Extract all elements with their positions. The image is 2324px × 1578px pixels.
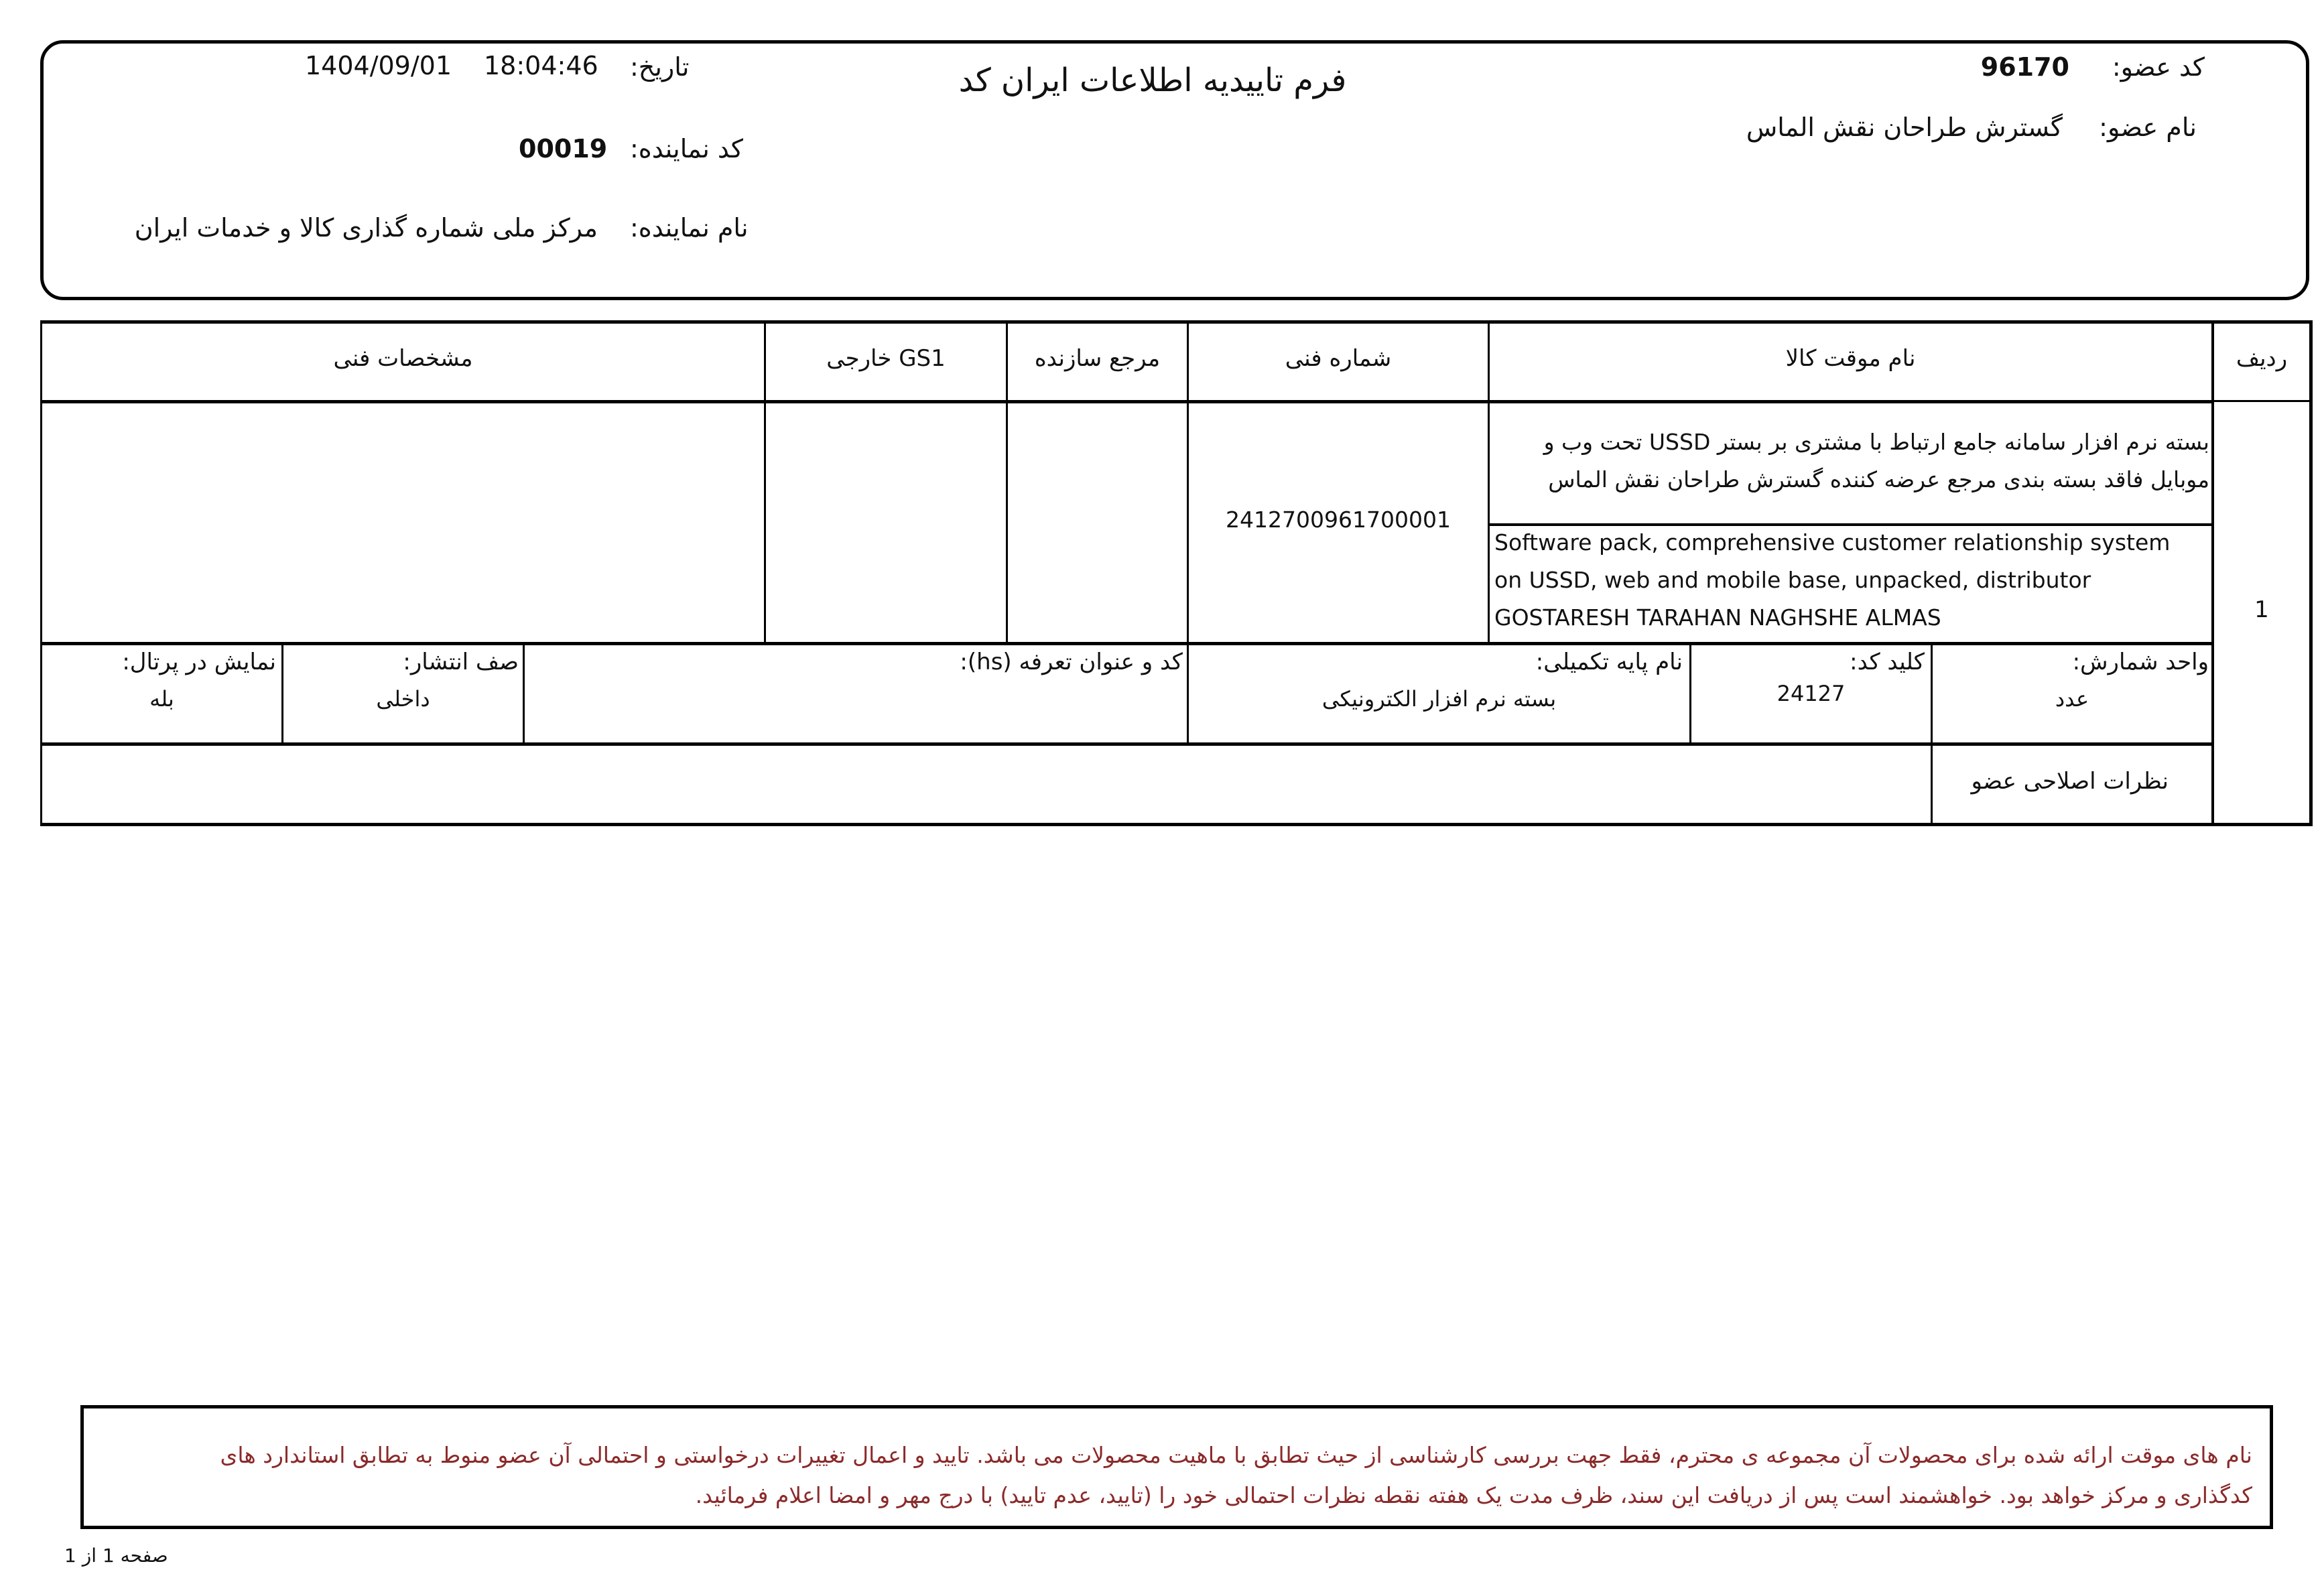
header-row-border [40,400,2214,403]
notice-text [101,1435,2252,1516]
portal-display-label: نمایش در پرتال: [122,649,276,675]
base-name-value: بسته نرم افزار الکترونیکی [1321,686,1557,712]
key-code-label: کلید کد: [1850,649,1925,675]
publish-queue-value: داخلی [376,686,430,712]
date-label: تاریخ: [630,52,690,82]
key-code-value: 24127 [1777,681,1846,706]
rowno-col-divider [2211,320,2214,826]
page-indicator: صفحه 1 از 1 [64,1544,168,1567]
date-value: 1404/09/01 [305,51,452,80]
notice-line-2: کدگذاری و مرکز خواهد بود. خواهشمند است پس از دریافت این سند، ظرف مدت یک هفته نقطه نظرات احتمالی خود را (تایید، عدم تایید) با درج مهر و امضا اعلام فرمائید. [695,1482,2252,1508]
rep-code-value: 00019 [519,134,608,163]
table-right-border [2309,320,2313,826]
col-header-gs1-foreign: GS1 خارجی [826,345,946,372]
col-header-tech-specs: مشخصات فنی [333,345,473,372]
col-header-row-no: ردیف [2236,345,2288,372]
member-code-label: کد عضو: [2112,52,2205,82]
product-name-en-line1: Software pack, comprehensive customer relationship system [1494,529,2171,555]
publish-queue-label: صف انتشار: [403,649,519,675]
unit-col-divider [1931,643,1933,826]
base-name-label: نام پایه تکمیلی: [1535,649,1683,675]
header-row-border-rowno [2211,400,2313,402]
notice-box [80,1405,2273,1529]
table-top-border [40,320,2313,324]
rep-name-value: مرکز ملی شماره گذاری کالا و خدمات ایران [134,213,598,243]
tech-number-value: 2412700961700001 [1226,507,1451,533]
form-title: فرم تاییدیه اطلاعات ایران کد [958,62,1347,99]
product-name-fa-line2: موبایل فاقد بسته بندی مرجع عرضه کننده گسترش طراحان نقش الماس [1548,466,2209,492]
col-header-tech-number: شماره فنی [1285,345,1392,372]
time-value: 18:04:46 [484,51,598,80]
product-name-fa-line1: بسته نرم افزار سامانه جامع ارتباط با مشتری بر بستر USSD تحت وب و [1543,429,2209,455]
rep-name-label: نام نماینده: [630,213,749,243]
col-header-temp-name: نام موقت کالا [1785,345,1916,372]
rep-code-label: کد نماینده: [630,134,743,163]
main-row-border [40,642,2214,645]
hs-label: کد و عنوان تعرفه (hs): [960,649,1183,675]
name-fa-en-divider [1488,523,2213,526]
table-bottom-border [40,823,2313,826]
hs-col-divider [523,643,525,744]
product-name-en-line3: GOSTARESH TARAHAN NAGHSHE ALMAS [1494,604,1941,631]
product-name-en-line2: on USSD, web and mobile base, unpacked, distributor [1494,567,2091,593]
table-left-border [40,320,42,826]
member-name-value: گسترش طراحان نقش الماس [1746,113,2063,142]
col-header-manufacturer-ref: مرجع سازنده [1034,345,1161,372]
member-name-label: نام عضو: [2099,113,2197,142]
notice-line-1: نام های موقت ارائه شده برای محصولات آن مجموعه ی محترم، فقط جهت بررسی کارشناسی از حیث تطابق با ماهیت محصولات می باشد. تایید و اعمال تغییرات درخواستی و احتمالی آن عضو منوط به تطابق استاندارد های [220,1442,2252,1468]
details-row-border [40,742,2214,746]
portal-display-value: بله [149,686,174,712]
row-number: 1 [2254,596,2269,623]
unit-value: عدد [2055,686,2089,712]
member-code-value: 96170 [1980,52,2069,82]
member-comments-label: نظرات اصلاحی عضو [1971,768,2169,795]
unit-label: واحد شمارش: [2072,649,2209,675]
